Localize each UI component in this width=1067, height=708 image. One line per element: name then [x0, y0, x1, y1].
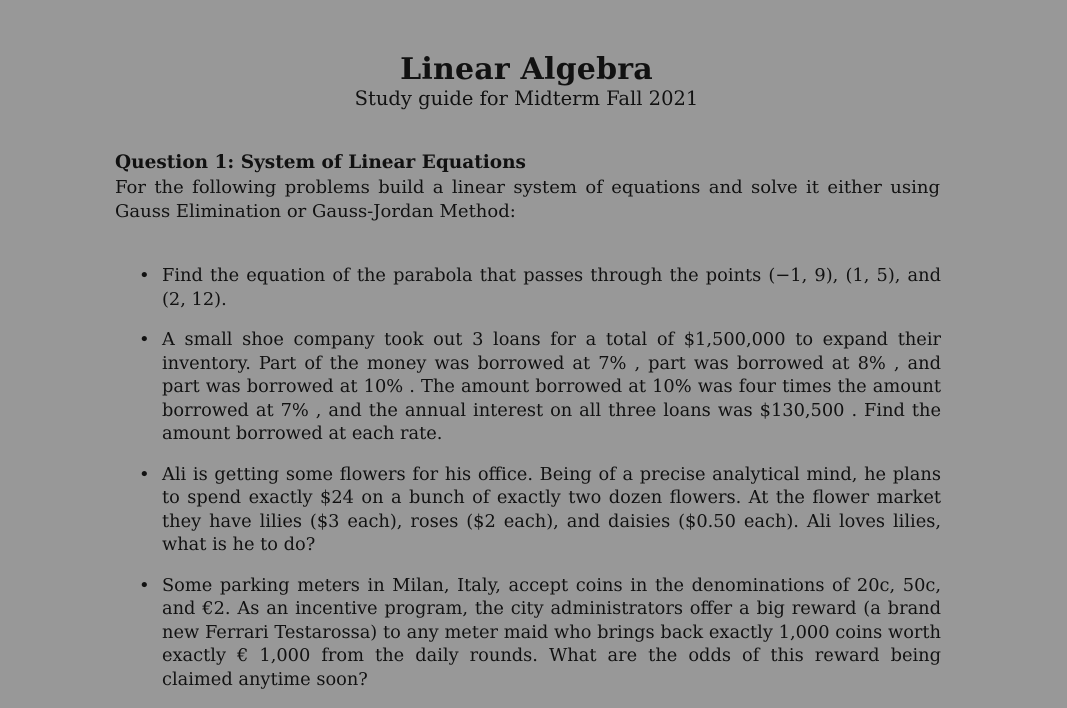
bullet-icon: • — [139, 265, 150, 286]
problem-item — [139, 328, 941, 446]
question-intro: For the following problems build a linear system of equations and solve it either using Gauss Elimination or Gauss-Jordan Method: — [115, 177, 940, 222]
document-subtitle: Study guide for Midterm Fall 2021 — [354, 87, 699, 110]
document-title: Linear Algebra — [400, 52, 653, 87]
problem-text: A small shoe company took out 3 loans for a total of $1,500,000 to expand their inventory. Part of the money was borrowed at 7% , part was borrowed at 8% , and part was borrowed at 10% . The amount borrowed at 10% was four times the amount borrowed at 7% , and the annual interest on all three loans was $130,500 . Find the amount borrowed at each rate. — [162, 329, 941, 444]
bullet-icon: • — [139, 463, 150, 485]
problem-list — [139, 264, 941, 708]
problem-item — [139, 574, 941, 692]
problem-text: Find the equation of the parabola that passes through the points (−1, 9), (1, 5), and (2, 12). — [162, 265, 941, 310]
problem-text: Some parking meters in Milan, Italy, accept coins in the denominations of 20c, 50c, and €2. As an incentive program, the city administrators offer a big reward (a brand new Ferrari Testarossa) to any meter maid who brings back exactly 1,000 coins worth exactly € 1,000 from the daily rounds. What are the odds of this reward being claimed anytime soon? — [162, 574, 941, 690]
bullet-icon: • — [139, 574, 150, 596]
problem-item — [139, 264, 941, 311]
problem-text: Ali is getting some flowers for his office. Being of a precise analytical mind, he plans to spend exactly $24 on a bunch of exactly two dozen flowers. At the flower market they have lilies ($3 each), roses ($2 each), and daisies ($0.50 each). Ali loves lilies, what is he to do? — [162, 463, 941, 555]
problem-item — [139, 463, 941, 557]
bullet-icon: • — [139, 329, 150, 350]
question-heading: Question 1: System of Linear Equations — [115, 152, 526, 173]
